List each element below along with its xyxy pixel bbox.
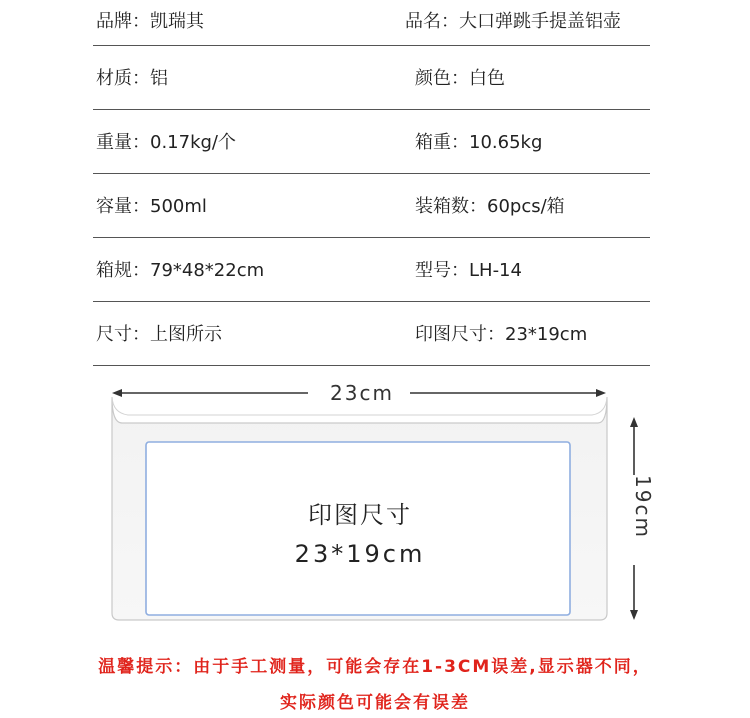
spec-weight bbox=[96, 133, 236, 153]
spec-value: 铝 bbox=[150, 68, 168, 89]
spec-box-dimensions bbox=[96, 261, 264, 281]
spec-box-weight bbox=[415, 133, 542, 153]
spec-value: 79*48*22cm bbox=[150, 260, 265, 281]
spec-value: 白色 bbox=[469, 68, 505, 89]
print-area-size: 23*19cm bbox=[294, 540, 426, 568]
spec-row bbox=[93, 0, 650, 46]
spec-print-size bbox=[415, 325, 587, 345]
width-arrowhead-left bbox=[112, 389, 122, 397]
spec-label: 箱重 ： bbox=[415, 132, 469, 153]
spec-label: 箱规 ： bbox=[96, 260, 150, 281]
spec-color bbox=[415, 69, 505, 89]
spec-capacity bbox=[96, 197, 207, 217]
print-area-diagram bbox=[0, 365, 750, 635]
spec-row bbox=[93, 174, 650, 238]
spec-label: 品名 ： bbox=[405, 11, 459, 32]
height-arrowhead-top bbox=[630, 417, 638, 427]
spec-product-name bbox=[405, 12, 621, 32]
spec-value: LH-14 bbox=[469, 260, 522, 281]
spec-value: 上图所示 bbox=[150, 324, 222, 345]
spec-size bbox=[96, 325, 222, 345]
spec-value: 23*19cm bbox=[505, 324, 588, 345]
print-area-title: 印图尺寸 bbox=[308, 501, 412, 529]
spec-label: 装箱数 ： bbox=[415, 196, 487, 217]
spec-label: 重量 ： bbox=[96, 132, 150, 153]
spec-label: 容量 ： bbox=[96, 196, 150, 217]
spec-label: 材质 ： bbox=[96, 68, 150, 89]
height-label: 19cm bbox=[631, 475, 655, 539]
spec-row bbox=[93, 238, 650, 302]
spec-label: 尺寸 ： bbox=[96, 324, 150, 345]
warm-tip-line-2: 实际颜色可能会有误差 bbox=[280, 693, 470, 713]
spec-box-quantity bbox=[415, 197, 565, 217]
spec-value: 大口弹跳手提盖铝壶 bbox=[459, 11, 621, 32]
spec-value: 500ml bbox=[150, 196, 207, 217]
spec-row bbox=[93, 46, 650, 110]
spec-value: 凯瑞其 bbox=[150, 11, 204, 32]
spec-material bbox=[96, 69, 168, 89]
spec-label: 印图尺寸 ： bbox=[415, 324, 505, 345]
spec-value: 60pcs/箱 bbox=[487, 196, 565, 217]
spec-row bbox=[93, 110, 650, 174]
width-arrowhead-right bbox=[596, 389, 606, 397]
spec-brand bbox=[96, 12, 204, 32]
spec-label: 颜色 ： bbox=[415, 68, 469, 89]
spec-table bbox=[93, 0, 650, 366]
spec-label: 型号 ： bbox=[415, 260, 469, 281]
spec-label: 品牌 ： bbox=[96, 11, 150, 32]
width-label: 23cm bbox=[330, 381, 394, 405]
warm-tip-line-1: 温馨提示：由于手工测量，可能会存在1-3CM误差,显示器不同， bbox=[98, 657, 652, 677]
height-arrowhead-bottom bbox=[630, 610, 638, 620]
spec-value: 10.65kg bbox=[469, 132, 543, 153]
spec-row bbox=[93, 302, 650, 366]
spec-value: 0.17kg/个 bbox=[150, 132, 236, 153]
spec-model bbox=[415, 261, 522, 281]
